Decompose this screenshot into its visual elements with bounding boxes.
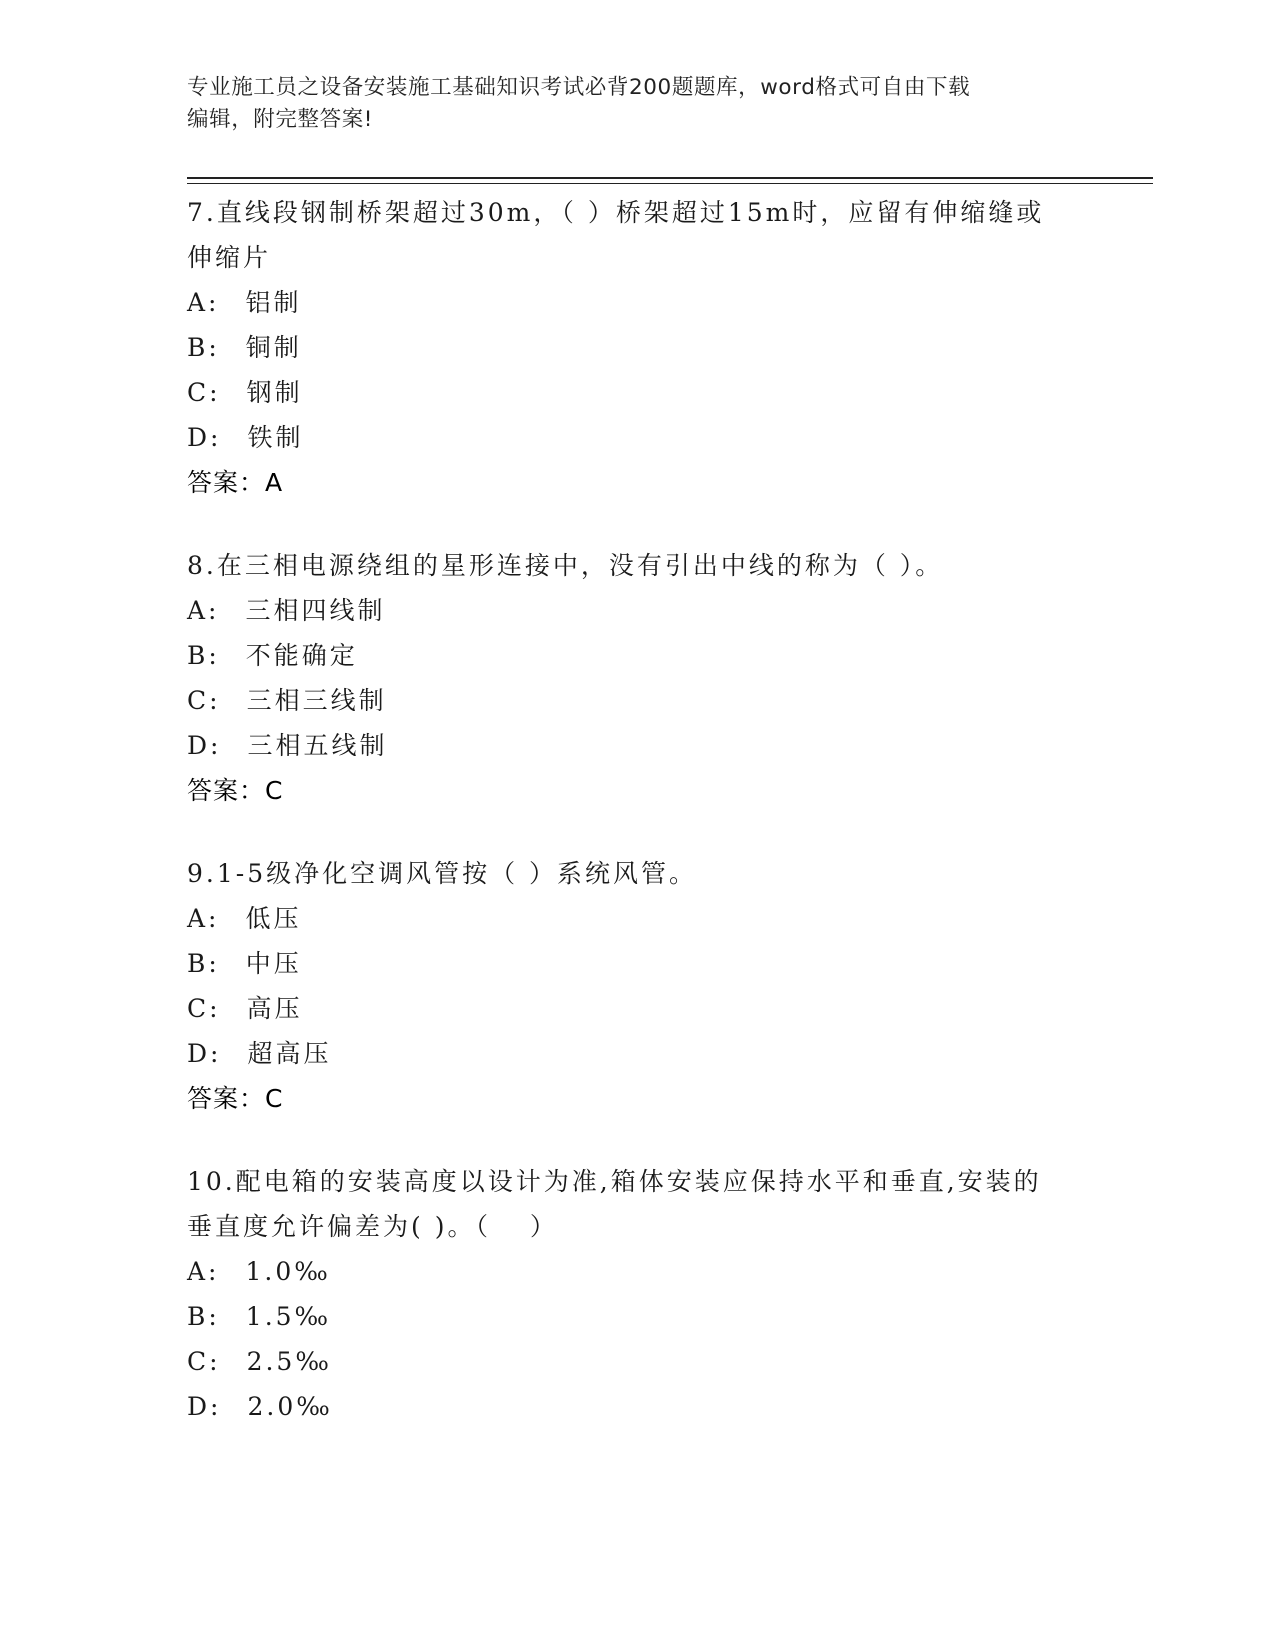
option-text: 三相三线制 xyxy=(246,686,387,715)
answer-line: 答案：C xyxy=(187,776,284,805)
option-letter: D: xyxy=(187,731,222,760)
option-a xyxy=(187,1249,1087,1294)
option-b xyxy=(187,633,1087,678)
option-c xyxy=(187,986,1087,1031)
option-letter: B: xyxy=(187,641,220,670)
option-d xyxy=(187,1384,1087,1429)
question-stem-line-1: 8.在三相电源绕组的星形连接中，没有引出中线的称为（ ）。 xyxy=(187,551,944,580)
question-item xyxy=(187,1159,1087,1429)
option-text: 不能确定 xyxy=(245,641,358,670)
option-c xyxy=(187,370,1087,415)
option-letter: A: xyxy=(187,1257,220,1286)
option-letter: C: xyxy=(187,686,221,715)
option-letter: D: xyxy=(187,1392,222,1421)
option-d xyxy=(187,723,1087,768)
option-letter: B: xyxy=(187,949,220,978)
header-line-2: 编辑，附完整答案! xyxy=(187,107,374,132)
question-stem xyxy=(187,543,1087,588)
option-letter: C: xyxy=(187,1347,221,1376)
option-text: 2.0‰ xyxy=(247,1392,333,1421)
question-stem-line-1: 10.配电箱的安装高度以设计为准,箱体安装应保持水平和垂直,安装的 xyxy=(187,1167,1042,1196)
option-d xyxy=(187,1031,1087,1076)
option-d xyxy=(187,415,1087,460)
option-letter: D: xyxy=(187,423,222,452)
option-b xyxy=(187,1294,1087,1339)
option-text: 高压 xyxy=(246,994,303,1023)
option-c xyxy=(187,1339,1087,1384)
header-divider-thick xyxy=(187,177,1153,179)
answer-line: 答案：C xyxy=(187,1084,284,1113)
question-stem-line-1: 9.1-5级净化空调风管按（ ）系统风管。 xyxy=(187,859,698,888)
option-c xyxy=(187,678,1087,723)
question-list xyxy=(187,190,1087,1467)
option-text: 铁制 xyxy=(247,423,304,452)
option-letter: C: xyxy=(187,378,221,407)
option-text: 三相四线制 xyxy=(245,596,386,625)
document-header xyxy=(187,72,1087,136)
question-item xyxy=(187,543,1087,813)
question-stem-line-1: 7.直线段钢制桥架超过30m，（ ）桥架超过15m时，应留有伸缩缝或 xyxy=(187,198,1045,227)
option-letter: D: xyxy=(187,1039,222,1068)
header-line-1: 专业施工员之设备安装施工基础知识考试必背200题题库，word格式可自由下载 xyxy=(187,75,971,100)
option-text: 2.5‰ xyxy=(246,1347,332,1376)
option-text: 铜制 xyxy=(245,333,302,362)
option-letter: B: xyxy=(187,1302,220,1331)
question-stem-line-2: 伸缩片 xyxy=(187,243,272,272)
option-text: 三相五线制 xyxy=(247,731,388,760)
header-divider-thin xyxy=(187,183,1153,184)
option-text: 超高压 xyxy=(247,1039,332,1068)
question-item xyxy=(187,190,1087,505)
option-letter: C: xyxy=(187,994,221,1023)
option-a xyxy=(187,280,1087,325)
option-b xyxy=(187,941,1087,986)
question-stem xyxy=(187,190,1087,280)
option-text: 铝制 xyxy=(245,288,302,317)
option-text: 1.5‰ xyxy=(245,1302,332,1331)
option-letter: A: xyxy=(187,904,220,933)
option-letter: B: xyxy=(187,333,220,362)
option-text: 钢制 xyxy=(246,378,303,407)
option-text: 1.0‰ xyxy=(245,1257,331,1286)
answer-line: 答案：A xyxy=(187,468,284,497)
option-text: 中压 xyxy=(245,949,302,978)
option-a xyxy=(187,896,1087,941)
question-item xyxy=(187,851,1087,1121)
question-stem xyxy=(187,851,1087,896)
option-text: 低压 xyxy=(245,904,302,933)
option-letter: A: xyxy=(187,596,220,625)
option-b xyxy=(187,325,1087,370)
option-letter: A: xyxy=(187,288,220,317)
question-stem xyxy=(187,1159,1087,1249)
option-a xyxy=(187,588,1087,633)
question-stem-line-2: 垂直度允许偏差为( )。（ ） xyxy=(187,1212,558,1241)
